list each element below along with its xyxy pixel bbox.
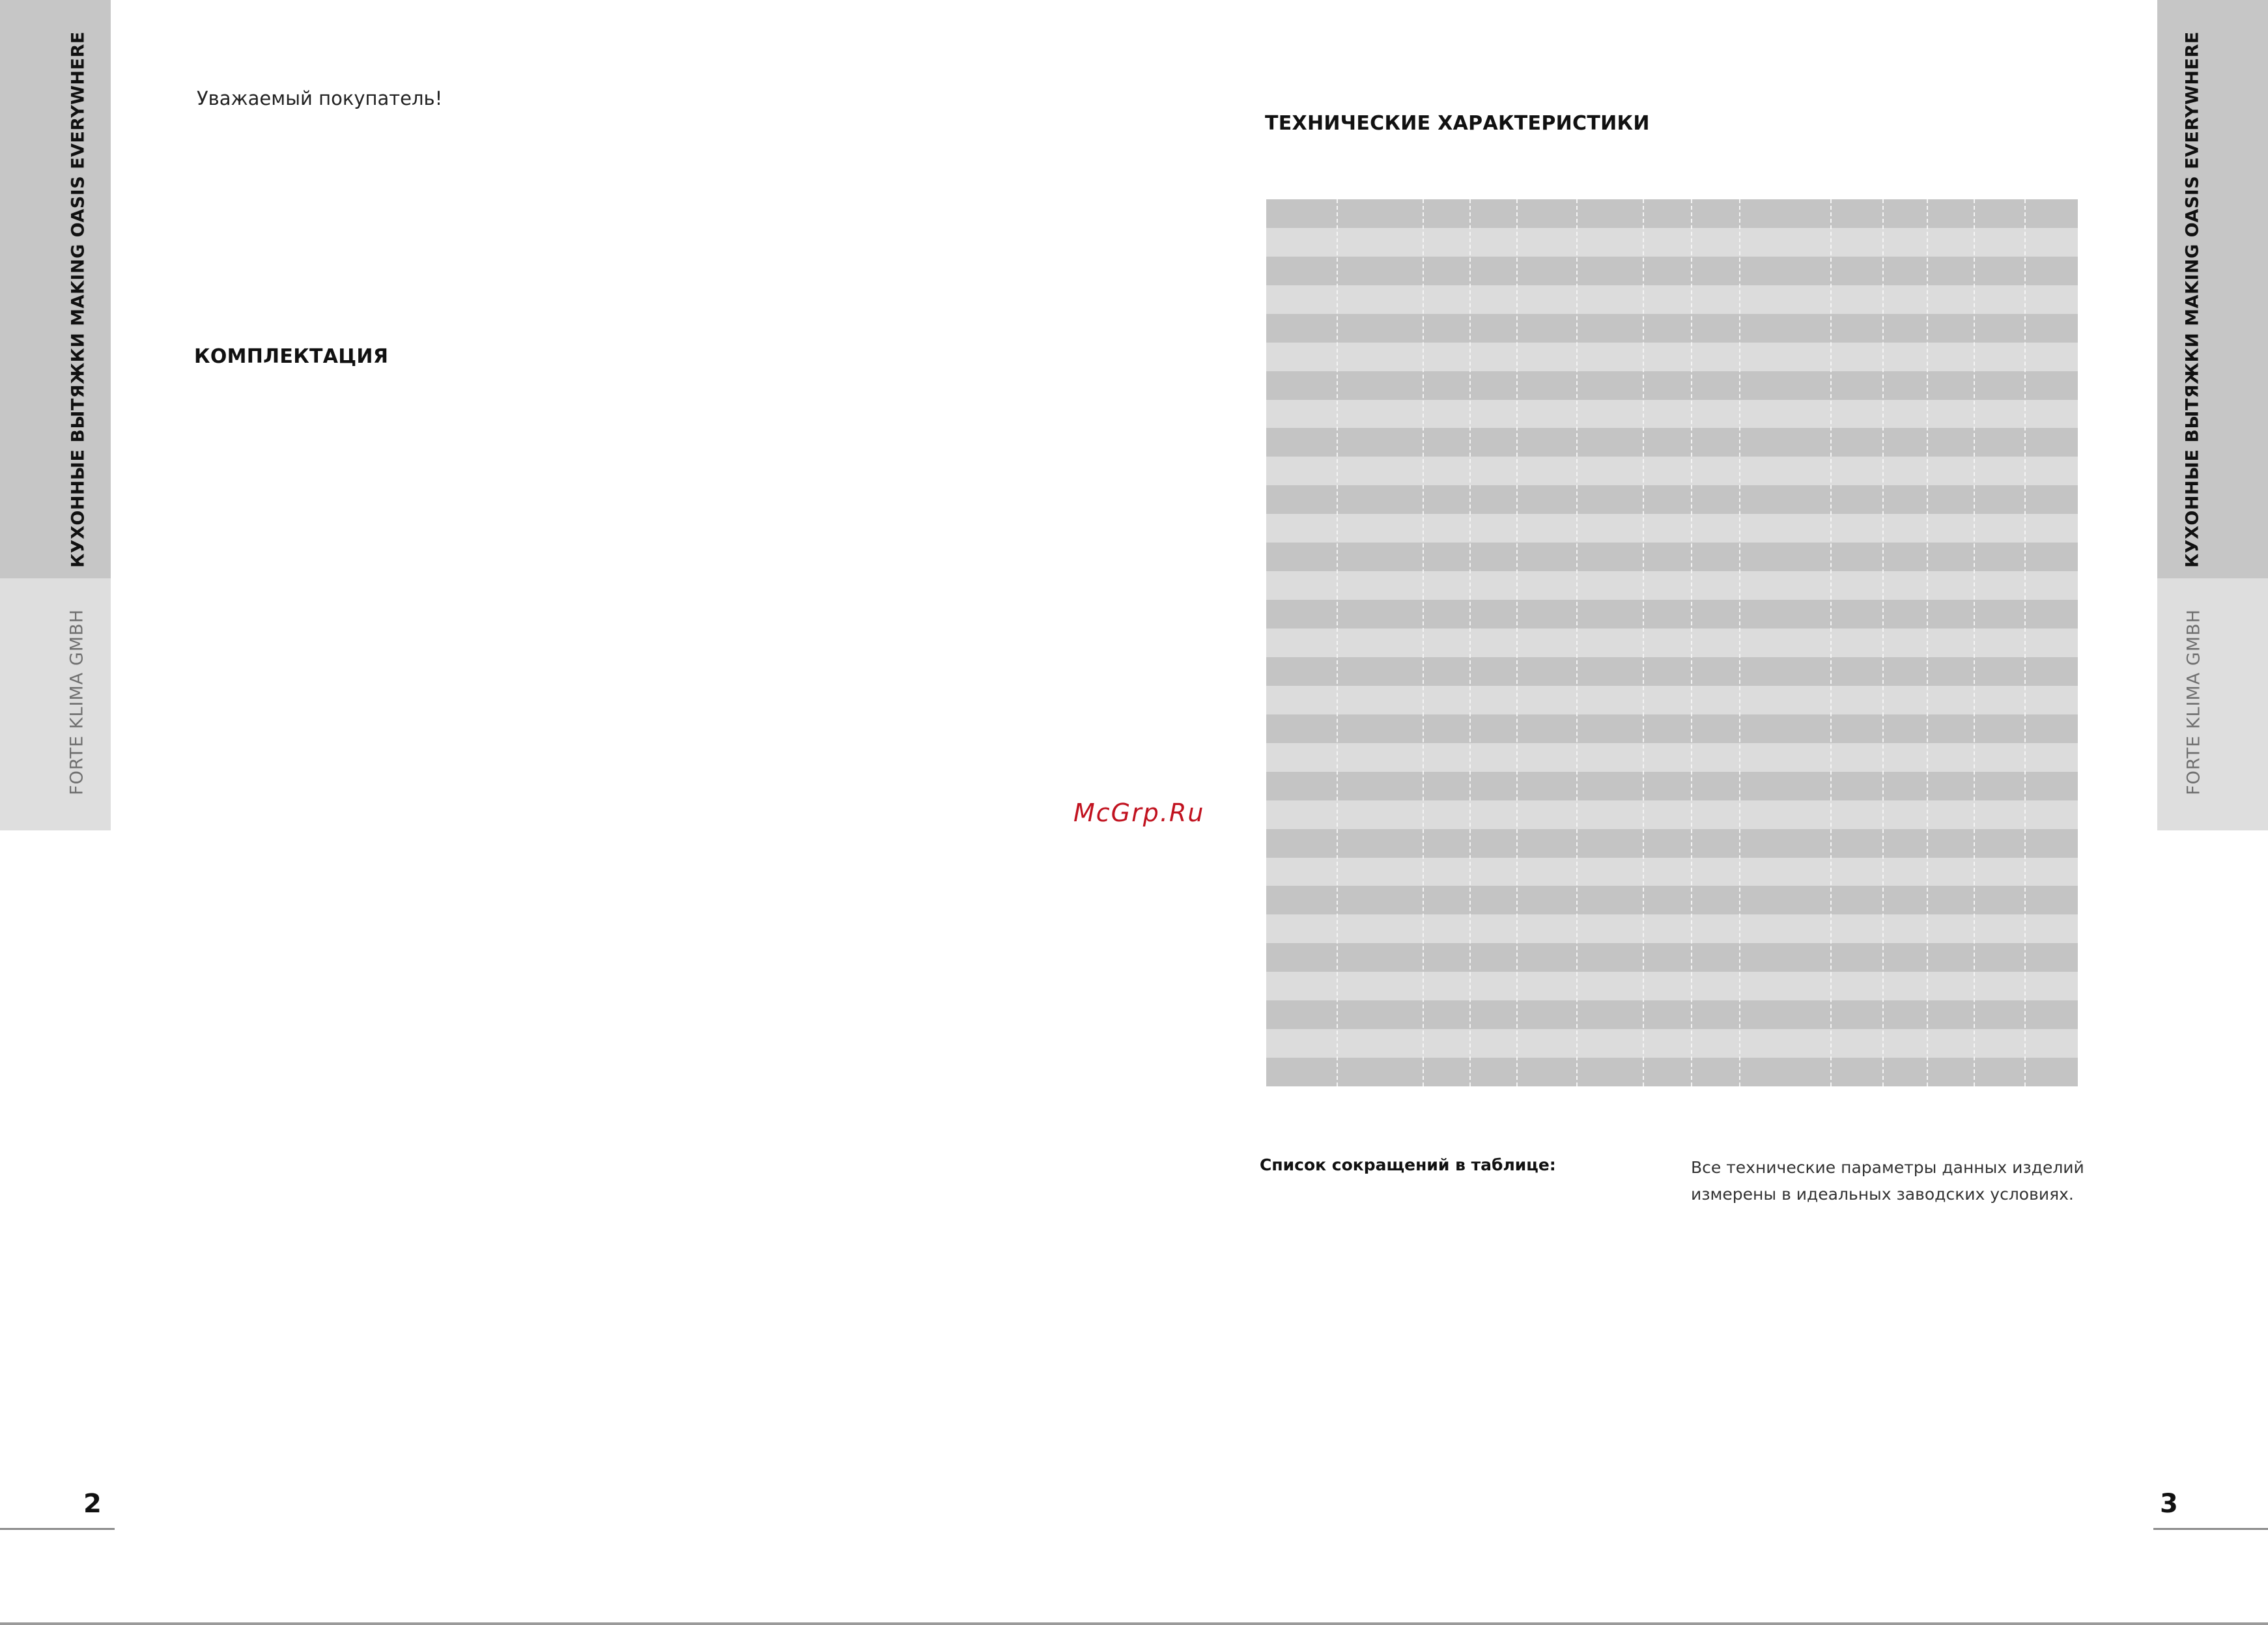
right-series-title: КУХОННЫЕ ВЫТЯЖКИ MAKING OASIS EVERYWHERE (2182, 31, 2203, 568)
spec-table-column-divider (1576, 199, 1578, 1086)
page-number-left: 2 (83, 1489, 102, 1519)
abbreviations-label: Список сокращений в таблице: (1260, 1155, 1556, 1174)
spec-table-column-divider (1974, 199, 1975, 1086)
spec-table-row (1266, 1058, 2078, 1086)
spec-table-column-divider (1882, 199, 1884, 1086)
spec-table-row (1266, 228, 2078, 257)
footer-rule-left (0, 1528, 115, 1530)
spec-table-row (1266, 972, 2078, 1000)
spec-table-row (1266, 314, 2078, 343)
spec-table-row (1266, 428, 2078, 457)
spec-table-row (1266, 914, 2078, 943)
spec-table-column-divider (1516, 199, 1518, 1086)
spec-table-row (1266, 800, 2078, 829)
left-side-tab-company (0, 578, 111, 830)
spec-table-column-divider (2024, 199, 2026, 1086)
complect-heading: КОМПЛЕКТАЦИЯ (194, 345, 389, 368)
spec-table-row (1266, 943, 2078, 972)
spec-table-row (1266, 199, 2078, 228)
spec-table-row (1266, 571, 2078, 600)
right-side-tab-series (2157, 0, 2268, 578)
spec-table-column-divider (1469, 199, 1471, 1086)
spec-table-row (1266, 657, 2078, 686)
spec-table-row (1266, 714, 2078, 743)
spec-table-column-divider (1337, 199, 1338, 1086)
spec-table-row (1266, 858, 2078, 886)
spec-table-column-divider (1927, 199, 1928, 1086)
measurement-note-line-1: Все технические параметры данных изделий (1691, 1158, 2084, 1177)
bottom-edge-line (0, 1622, 2268, 1625)
spec-table-row (1266, 1000, 2078, 1029)
spec-table-row (1266, 400, 2078, 429)
spec-table-row (1266, 829, 2078, 858)
left-company-name: FORTE KLIMA GMBH (66, 609, 87, 795)
spec-table-row (1266, 1029, 2078, 1058)
watermark-text: McGrp.Ru (1073, 798, 1205, 827)
right-side-tab-company (2157, 578, 2268, 830)
right-company-name: FORTE KLIMA GMBH (2183, 609, 2204, 795)
spec-table-row (1266, 457, 2078, 485)
spec-table-column-divider (1830, 199, 1832, 1086)
spec-table-row (1266, 772, 2078, 800)
spec-table-row (1266, 514, 2078, 543)
spec-table-column-divider (1643, 199, 1644, 1086)
spec-table-row (1266, 686, 2078, 714)
measurement-note-line-2: измерены в идеальных заводских условиях. (1691, 1185, 2074, 1204)
footer-rule-right (2153, 1528, 2268, 1530)
spec-table-row (1266, 743, 2078, 772)
measurement-note (1691, 1154, 2095, 1208)
spec-table-row (1266, 371, 2078, 400)
spec-table (1266, 199, 2078, 1086)
spec-table-row (1266, 543, 2078, 571)
spec-table-column-divider (1423, 199, 1424, 1086)
spec-table-row (1266, 257, 2078, 285)
spec-table-column-divider (1739, 199, 1740, 1086)
page-number-right: 3 (2160, 1489, 2178, 1519)
left-series-title: КУХОННЫЕ ВЫТЯЖКИ MAKING OASIS EVERYWHERE (68, 31, 89, 568)
left-side-tab-series (0, 0, 111, 578)
spec-table-row (1266, 886, 2078, 914)
spec-table-row (1266, 629, 2078, 657)
spec-table-row (1266, 343, 2078, 371)
spec-table-row (1266, 285, 2078, 314)
specs-heading: ТЕХНИЧЕСКИЕ ХАРАКТЕРИСТИКИ (1265, 112, 1650, 135)
spec-table-column-divider (1691, 199, 1692, 1086)
greeting-text: Уважаемый покупатель! (197, 87, 443, 109)
spec-table-row (1266, 485, 2078, 514)
spec-table-row (1266, 600, 2078, 629)
